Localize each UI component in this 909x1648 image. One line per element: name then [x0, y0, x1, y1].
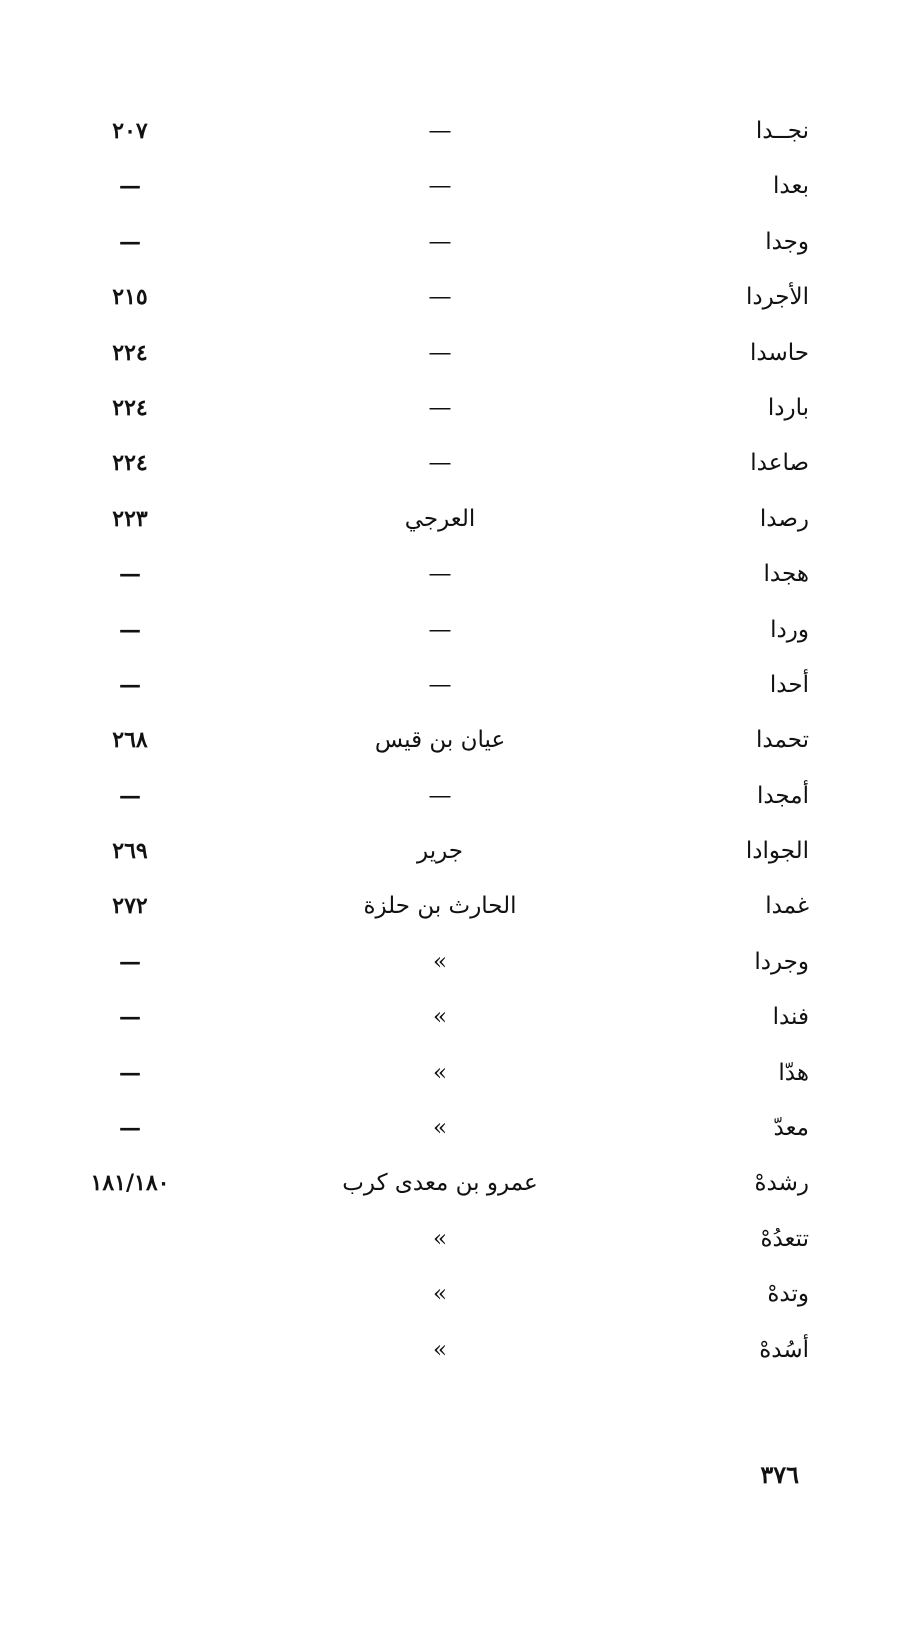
poet-name: — — [428, 339, 452, 366]
poet-name: — — [428, 450, 452, 477]
rhyme-word: فندا — [772, 1004, 809, 1031]
poet-name: — — [428, 782, 452, 809]
table-row — [0, 1046, 909, 1101]
table-row — [0, 1212, 909, 1267]
page-reference: ٢٧٢ — [112, 893, 148, 920]
page-reference: ٢٢٤ — [112, 339, 148, 366]
page-reference: ٢٦٩ — [112, 838, 148, 865]
page-reference: ٢٦٨ — [112, 727, 148, 754]
poet-name: » — [432, 1115, 448, 1142]
poet-name: — — [428, 284, 452, 311]
poet-name: — — [428, 616, 452, 643]
page-reference: — — [119, 1004, 141, 1031]
table-row — [0, 935, 909, 990]
poet-name: عيان بن قيس — [374, 727, 506, 754]
poet-name: عمرو بن معدى كرب — [342, 1170, 538, 1197]
rhyme-word: وجدا — [765, 228, 809, 255]
table-row — [0, 547, 909, 602]
page-reference: — — [119, 948, 141, 975]
rhyme-word: أحدا — [769, 671, 809, 698]
rhyme-word: هدّا — [778, 1059, 809, 1086]
page-reference — [40, 1212, 220, 1267]
poet-name: العرجي — [404, 505, 476, 532]
page-reference: — — [119, 173, 141, 200]
table-row — [0, 1101, 909, 1156]
rhyme-word: أمجدا — [756, 782, 809, 809]
table-row — [0, 436, 909, 491]
table-row — [0, 381, 909, 436]
table-row — [0, 658, 909, 713]
page-reference: ٢٢٤ — [112, 450, 148, 477]
rhyme-word: هجدا — [763, 561, 809, 588]
table-row — [0, 270, 909, 325]
page-reference: — — [119, 782, 141, 809]
page-reference: ٢٢٣ — [112, 505, 148, 532]
table-row — [0, 159, 909, 214]
table-row — [0, 769, 909, 824]
page-reference: — — [119, 616, 141, 643]
table-row — [0, 879, 909, 934]
rhyme-word: رشدهْ — [754, 1170, 809, 1197]
rhyme-index-table — [0, 104, 909, 1378]
table-row — [0, 1323, 909, 1378]
rhyme-word: أسُدهْ — [759, 1336, 809, 1363]
poet-name: » — [432, 1059, 448, 1086]
page-reference — [40, 1323, 220, 1378]
table-row — [0, 713, 909, 768]
page-reference: — — [119, 1059, 141, 1086]
page-reference: — — [119, 1115, 141, 1142]
poet-name: الحارث بن حلزة — [363, 893, 517, 920]
rhyme-word: باردا — [767, 394, 809, 421]
rhyme-word: رصدا — [759, 505, 809, 532]
poet-name: » — [432, 1281, 448, 1308]
table-row — [0, 603, 909, 658]
table-row — [0, 215, 909, 270]
rhyme-word: بعدا — [773, 173, 809, 200]
poet-name: — — [428, 173, 452, 200]
poet-name: — — [428, 561, 452, 588]
page-reference: — — [119, 561, 141, 588]
table-row — [0, 1156, 909, 1211]
poet-name: — — [428, 394, 452, 421]
poet-name: جرير — [417, 838, 463, 865]
table-row — [0, 824, 909, 879]
rhyme-word: وجردا — [754, 948, 809, 975]
rhyme-word: تحمدا — [755, 727, 809, 754]
rhyme-word: نجــدا — [755, 118, 809, 144]
page-reference: ٢٠٧ — [112, 118, 148, 144]
rhyme-word: الأجردا — [745, 284, 809, 311]
page-reference: ١٨١/١٨٠ — [90, 1170, 170, 1197]
table-row — [0, 1267, 909, 1322]
poet-name: — — [428, 228, 452, 255]
rhyme-word: صاعدا — [750, 450, 809, 477]
poet-name: — — [428, 118, 452, 144]
poet-name: » — [432, 1225, 448, 1252]
page-number: ٣٧٦ — [760, 1460, 799, 1489]
rhyme-word: وتدهْ — [767, 1281, 809, 1308]
page-reference: — — [119, 228, 141, 255]
page-reference: ٢٢٤ — [112, 394, 148, 421]
page-reference: ٢١٥ — [112, 284, 148, 311]
poet-name: — — [428, 671, 452, 698]
rhyme-word: غمدا — [765, 893, 809, 920]
rhyme-word: الجوادا — [745, 838, 809, 865]
table-row — [0, 492, 909, 547]
rhyme-word: تتعدُهْ — [760, 1225, 809, 1252]
rhyme-word: حاسدا — [750, 339, 809, 366]
table-row — [0, 104, 909, 159]
page-reference: — — [119, 671, 141, 698]
table-row — [0, 990, 909, 1045]
rhyme-word: معدّ — [773, 1115, 809, 1142]
poet-name: » — [432, 948, 448, 975]
poet-name: » — [432, 1336, 448, 1363]
table-row — [0, 326, 909, 381]
poet-name: » — [432, 1004, 448, 1031]
page-reference — [40, 1267, 220, 1322]
rhyme-word: وردا — [770, 616, 809, 643]
